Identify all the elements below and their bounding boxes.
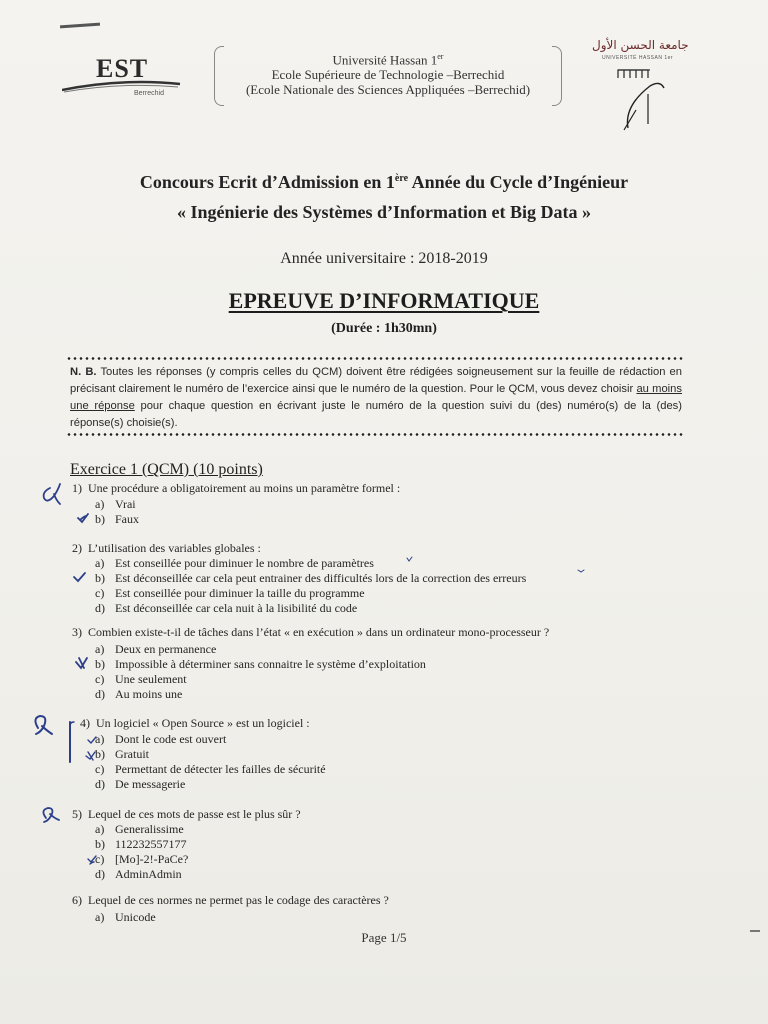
question-5: 5) Lequel de ces mots de passe est le plus sûr ? [72,807,301,821]
option-3c: c) Une seulement [95,672,187,686]
option-1a: a) Vrai [95,497,136,511]
option-6a: a) Unicode [95,910,156,924]
question-4: 4) Un logiciel « Open Source » est un logiciel : [80,716,310,730]
arabic-logo-sub: UNIVERSITÉ HASSAN 1er [602,55,674,61]
option-4b: b) Gratuit [95,747,149,761]
alpha-mark-icon [43,808,59,822]
exercise-title: Exercice 1 (QCM) (10 points) [70,461,263,478]
exam-heading: EPREUVE D’INFORMATIQUE [228,288,540,313]
option-5b: b) 112232557177 [95,837,187,851]
check-mark-icon [88,737,96,743]
alpha-mark-icon [44,484,60,504]
bracket-mark-icon [70,722,74,726]
tick-mark-icon [407,557,412,561]
option-4d: d) De messagerie [95,777,186,791]
exam-title-line1: Concours Ecrit d’Admission en 1ère Année du Cycle d’Ingénieur [139,172,629,192]
option-3a: a) Deux en permanence [95,642,217,656]
option-4a: a) Dont le code est ouvert [95,732,227,746]
check-mark-icon [88,856,96,864]
option-2a: a) Est conseillée pour diminuer le nombre de paramètres [95,556,374,570]
check-mark-icon [76,658,87,668]
academic-year: Année universitaire : 2018-2019 [280,250,488,267]
exam-duration: (Durée : 1h30mn) [331,321,437,336]
school-former-name: (Ecole Nationale des Sciences Appliquées –Berrechid) [245,82,531,98]
option-3d: d) Au moins une [95,687,183,701]
est-logo-text: EST [96,54,149,83]
question-3: 3) Combien existe-t-il de tâches dans l’état « en exécution » dans un ordinateur mono-processeur ? [72,625,550,639]
instructions-note: N. B. Toutes les réponses (y compris celles du QCM) doivent être rédigées soigneusement sur la feuille de rédaction en précisant clairement le numéro de l’exercice ainsi que le numéro de la question. Pour le QCM, vous devez choisir au moins une réponse pour chaque question en écrivant juste le numéro de la question suivi du (des) numéro(s) de la (des) réponse(s) choisie(s). [70,366,682,429]
option-5a: a) Generalissime [95,822,184,836]
university-name: Université Hassan 1er [332,52,444,68]
arabic-logo-text: جامعة الحسن الأول [592,38,689,52]
school-name: Ecole Supérieure de Technologie –Berrechid [271,67,505,83]
option-5d: d) AdminAdmin [95,867,182,881]
check-mark-icon [74,573,85,581]
option-2b: b) Est déconseillée car cela peut entrainer des difficultés lors de la correction des erreurs [95,571,527,585]
alpha-mark-icon [35,716,52,734]
question-6: 6) Lequel de ces normes ne permet pas le codage des caractères ? [72,893,389,907]
option-1b: b) Faux [95,512,139,526]
check-mark-icon [78,514,88,522]
option-2c: c) Est conseillée pour diminuer la taille du programme [95,586,365,600]
tick-mark-icon [578,570,584,572]
option-3b: b) Impossible à déterminer sans connaitre le système d’exploitation [95,657,426,671]
page-number: Page 1/5 [361,930,407,945]
question-1: 1) Une procédure a obligatoirement au moins un paramètre formel : [72,481,401,495]
option-4c: c) Permettant de détecter les failles de sécurité [95,762,326,776]
exam-title-line2: « Ingénierie des Systèmes d’Information et Big Data » [177,202,591,222]
option-5c: c) [Mo]-2!-PaCe? [95,852,189,866]
question-2: 2) L’utilisation des variables globales : [72,541,261,555]
check-mark-icon [86,752,95,760]
edge-mark [750,930,760,932]
option-2d: d) Est déconseillée car cela nuit à la lisibilité du code [95,601,358,615]
est-logo-sub: Berrechid [134,90,164,97]
